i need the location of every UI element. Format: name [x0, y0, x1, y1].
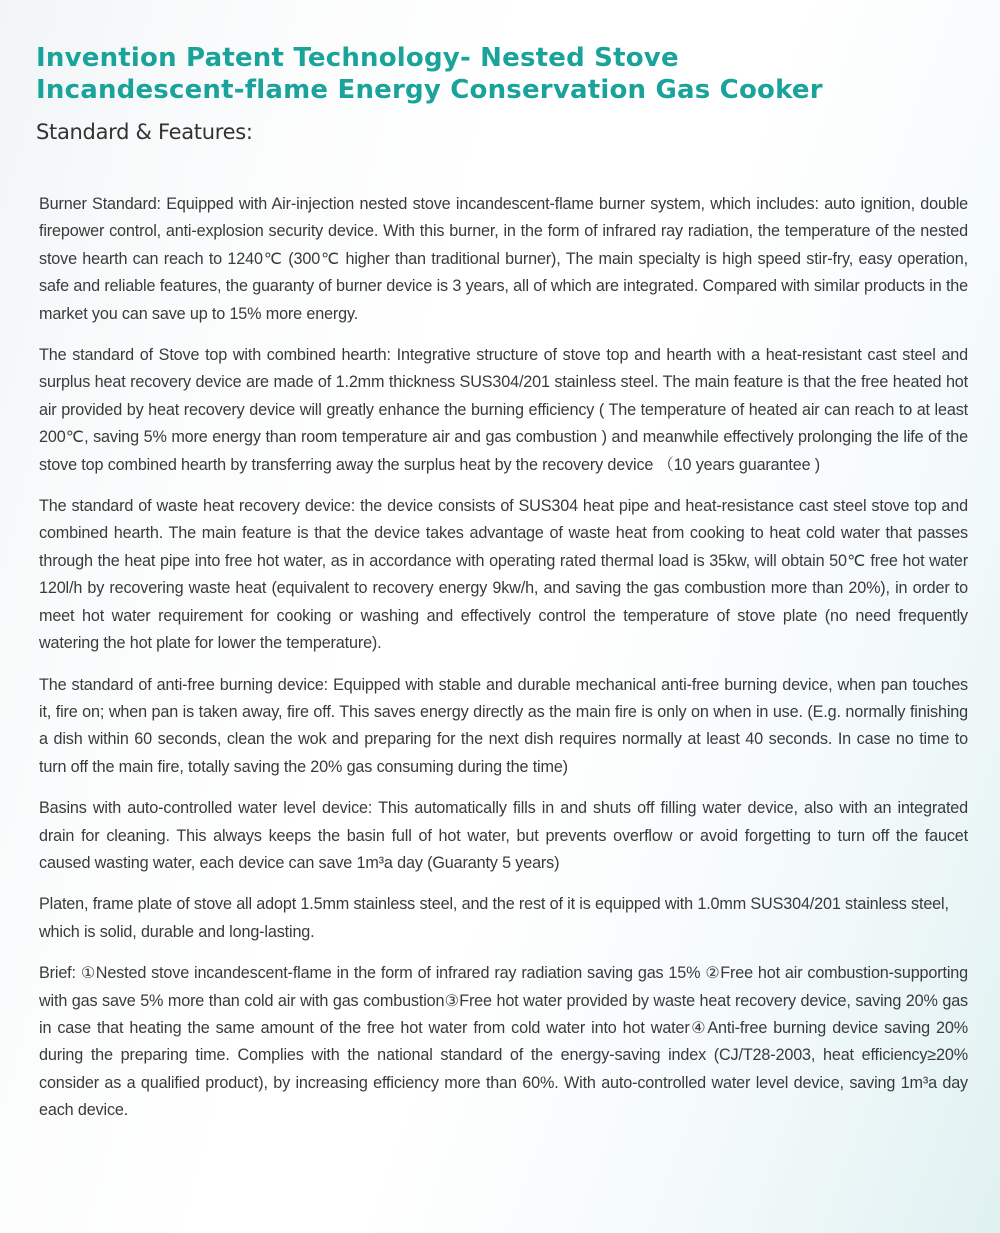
paragraph-waste-heat-standard: The standard of waste heat recovery device: the device consists of SUS304 heat pipe and heat-resistance cast steel stove top and combined hearth. The main feature is that the device takes advantage of waste heat from cooking to heat cold water that passes through the heat pipe into free hot water, as in accordance with operating rated thermal load is 35kw, will obtain 50℃ free hot water 120l/h by recovering waste heat (equivalent to recovery energy 9kw/h, and saving the gas combustion more than 20%), in order to meet hot water requirement for cooking or washing and effectively control the temperature of stove plate (no need frequently watering the hot plate for lower the temperature).	[39, 497, 968, 653]
section-subtitle: Standard & Features:	[36, 120, 253, 144]
paragraph-stove-top-standard: The standard of Stove top with combined hearth: Integrative structure of stove top and hearth with a heat-resistant cast steel and surplus heat recovery device are made of 1.2mm thickness SUS304/201 stainless steel. The main feature is that the free heated hot air provided by heat recovery device will greatly enhance the burning efficiency ( The temperature of heated air can reach to at least 200℃, saving 5% more energy than room temperature air and gas combustion ) and meanwhile effectively prolonging the life of the stove top combined hearth by transferring away the surplus heat by the recovery device （10 years guarantee )	[39, 346, 968, 474]
paragraph-brief: Brief: ①Nested stove incandescent-flame in the form of infrared ray radiation saving gas 15% ②Free hot air combustion-supporting with gas save 5% more than cold air with gas combustion③Free hot water provided by waste heat recovery device, saving 20% gas in case that heating the same amount of the free hot water from cold water into hot water④Anti-free burning device saving 20% during the preparing time. Complies with the national standard of the energy-saving index (CJ/T28-2003, heat efficiency≥20% consider as a qualified product), by increasing efficiency more than 60%. With auto-controlled water level device, saving 1m³a day each device.	[39, 964, 968, 1120]
paragraph-platen-frame: Platen, frame plate of stove all adopt 1.5mm stainless steel, and the rest of it is equipped with 1.0mm SUS304/201 stainless steel, which is solid, durable and long-lasting.	[39, 895, 949, 941]
title-line-1: Invention Patent Technology- Nested Stove	[36, 43, 679, 73]
page-title	[36, 42, 936, 106]
document-body	[39, 191, 968, 1139]
paragraph-anti-free-burning-standard: The standard of anti-free burning device: Equipped with stable and durable mechanical anti-free burning device, when pan touches it, fire on; when pan is taken away, fire off. This saves energy directly as the main fire is only on when in use. (E.g. normally finishing a dish within 60 seconds, clean the wok and preparing for the next dish requires normally at least 40 seconds. In case no time to turn off the main fire, totally saving the 20% gas consuming during the time)	[39, 675, 968, 776]
title-line-2: Incandescent-flame Energy Conservation Gas Cooker	[36, 75, 823, 105]
paragraph-burner-standard: Burner Standard: Equipped with Air-injection nested stove incandescent-flame burner system, which includes: auto ignition, double firepower control, anti-explosion security device. With this burner, in the form of infrared ray radiation, the temperature of the nested stove hearth can reach to 1240℃ (300℃ higher than traditional burner), The main specialty is high speed stir-fry, easy operation, safe and reliable features, the guaranty of burner device is 3 years, all of which are integrated. Compared with similar products in the market you can save up to 15% more energy.	[39, 195, 968, 323]
paragraph-basins-water-level: Basins with auto-controlled water level device: This automatically fills in and shuts off filling water device, also with an integrated drain for cleaning. This always keeps the basin full of hot water, but prevents overflow or avoid forgetting to turn off the faucet caused wasting water, each device can save 1m³a day (Guaranty 5 years)	[39, 799, 968, 872]
